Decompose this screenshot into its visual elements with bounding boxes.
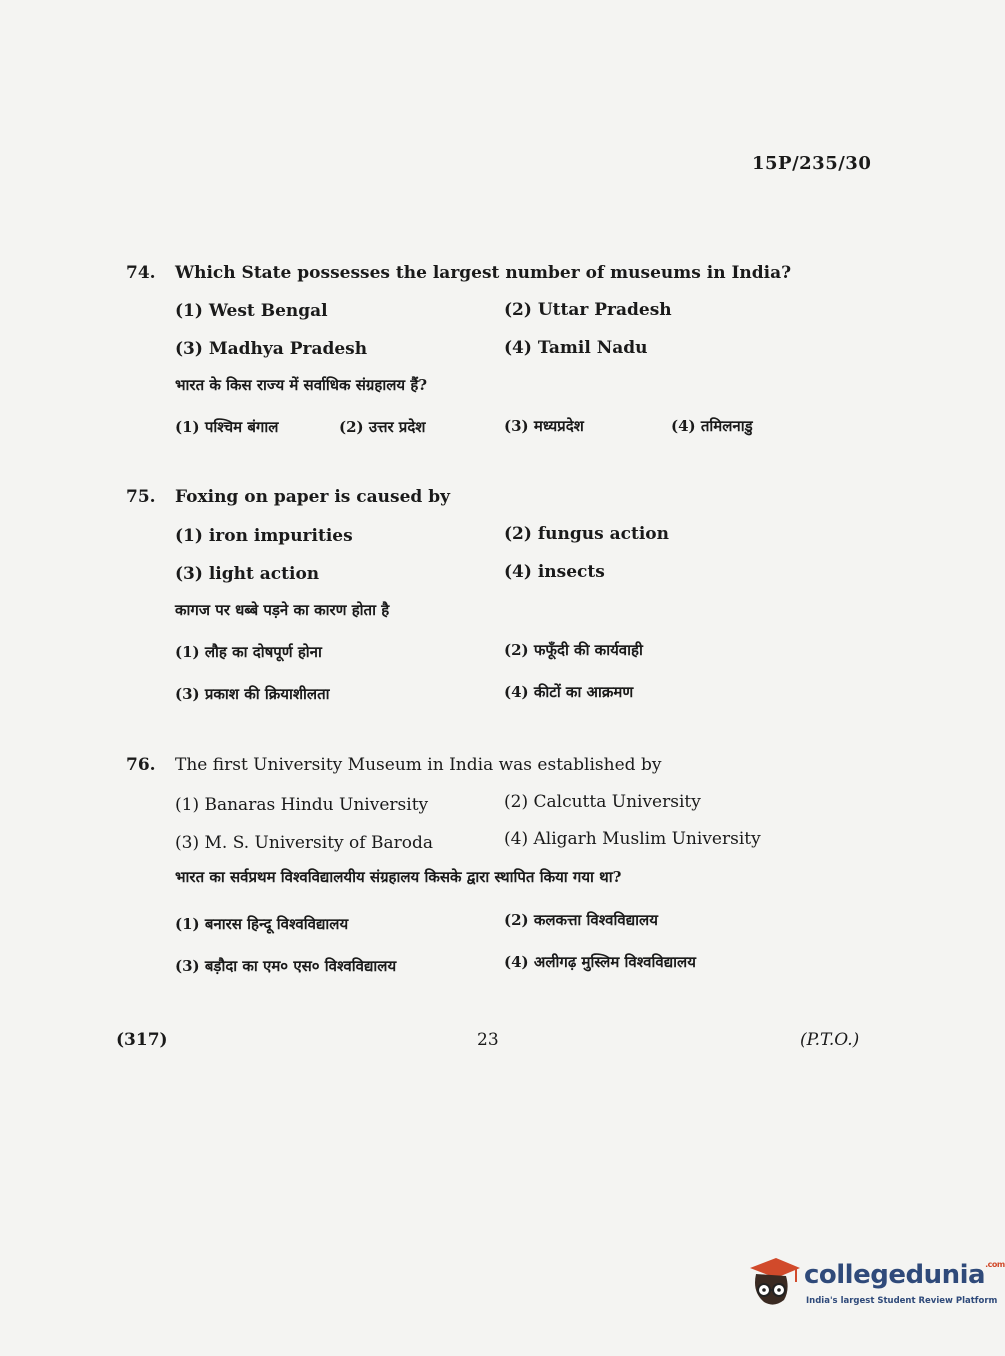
option-hi-2: (2) उत्तर प्रदेश — [339, 418, 426, 436]
question-number: 74. — [126, 263, 156, 283]
option-en-1: (1) iron impurities — [175, 526, 353, 546]
question-text-en: The first University Museum in India was established by — [175, 755, 662, 775]
paper-code: 15P/235/30 — [752, 153, 872, 174]
question-75 — [126, 487, 806, 717]
option-en-3: (3) light action — [175, 564, 320, 584]
question-text-hi: भारत के किस राज्य में सर्वाधिक संग्रहालय हैं? — [175, 376, 428, 394]
question-text-hi: भारत का सर्वप्रथम विश्वविद्यालयीय संग्रहालय किसके द्वारा स्थापित किया गया था? — [175, 868, 622, 886]
option-en-2: (2) Uttar Pradesh — [504, 300, 672, 320]
option-en-3: (3) Madhya Pradesh — [175, 339, 368, 359]
option-en-4: (4) Tamil Nadu — [504, 338, 648, 358]
brand-tagline: India's largest Student Review Platform — [806, 1296, 998, 1306]
booklet-code: (317) — [116, 1030, 168, 1050]
page-number: 23 — [477, 1030, 499, 1050]
brand-name: collegedunia — [804, 1260, 986, 1290]
option-hi-2: (2) कलकत्ता विश्वविद्यालय — [504, 911, 658, 929]
option-hi-1: (1) बनारस हिन्दू विश्वविद्यालय — [175, 915, 349, 933]
option-hi-2: (2) फफूँदी की कार्यवाही — [504, 641, 643, 659]
question-text-en: Foxing on paper is caused by — [175, 487, 450, 507]
option-hi-1: (1) पश्चिम बंगाल — [175, 418, 279, 436]
question-number: 75. — [126, 487, 156, 507]
question-number: 76. — [126, 755, 156, 775]
option-hi-4: (4) तमिलनाडु — [671, 417, 753, 435]
option-hi-3: (3) बड़ौदा का एम० एस० विश्वविद्यालय — [175, 957, 397, 975]
option-en-1: (1) Banaras Hindu University — [175, 795, 429, 815]
mascot-icon — [742, 1252, 802, 1312]
collegedunia-logo — [742, 1252, 1005, 1312]
question-text-en: Which State possesses the largest number of museums in India? — [175, 263, 792, 283]
brand-domain: .com — [985, 1260, 1005, 1269]
question-text-hi: कागज पर धब्बे पड़ने का कारण होता है — [175, 601, 390, 619]
option-en-2: (2) fungus action — [504, 524, 669, 544]
option-hi-3: (3) मध्यप्रदेश — [504, 417, 584, 435]
option-en-2: (2) Calcutta University — [504, 792, 701, 812]
option-hi-4: (4) अलीगढ़ मुस्लिम विश्वविद्यालय — [504, 953, 696, 971]
option-hi-1: (1) लौह का दोषपूर्ण होना — [175, 643, 322, 661]
option-en-4: (4) Aligarh Muslim University — [504, 829, 761, 849]
option-en-3: (3) M. S. University of Baroda — [175, 833, 433, 853]
pto-label: (P.T.O.) — [800, 1030, 860, 1050]
option-en-1: (1) West Bengal — [175, 301, 328, 321]
option-hi-4: (4) कीटों का आक्रमण — [504, 683, 634, 701]
question-74 — [126, 263, 806, 453]
question-76 — [126, 755, 806, 985]
option-en-4: (4) insects — [504, 562, 605, 582]
option-hi-3: (3) प्रकाश की क्रियाशीलता — [175, 685, 330, 703]
